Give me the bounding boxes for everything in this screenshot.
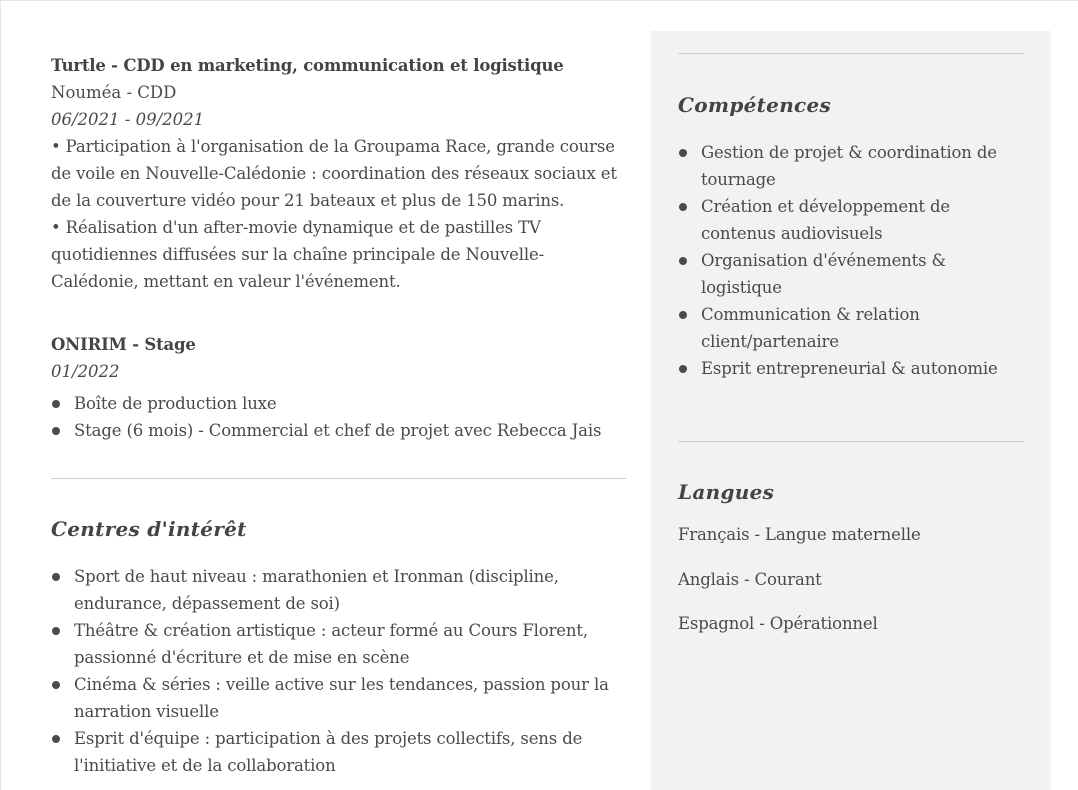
sidebar-content bbox=[678, 31, 1024, 637]
section-title: Langues bbox=[678, 480, 775, 504]
job-bullet-list bbox=[51, 390, 626, 444]
list-item bbox=[51, 417, 626, 444]
list-item-text: Théâtre & création artistique : acteur formé au Cours Florent, passionné d'écriture et de mise en scène bbox=[74, 621, 588, 667]
section-divider bbox=[51, 478, 626, 479]
list-item bbox=[51, 671, 626, 725]
section-divider bbox=[678, 53, 1024, 54]
bullet-dot-icon bbox=[52, 627, 60, 635]
list-item-text: Organisation d'événements & logistique bbox=[701, 251, 947, 297]
language-item: Anglais - Courant bbox=[678, 570, 822, 589]
bullet-dot-icon bbox=[679, 311, 687, 319]
list-item bbox=[51, 617, 626, 671]
languages-list bbox=[678, 521, 1024, 637]
list-item bbox=[678, 247, 1024, 301]
list-item bbox=[51, 725, 626, 779]
list-item-text: Boîte de production luxe bbox=[74, 394, 277, 413]
job-description-line: • Réalisation d'un after-movie dynamique et de pastilles TV quotidiennes diffusées sur la chaîne principale de Nouvelle-Calédonie, mettant en valeur l'événement. bbox=[51, 218, 545, 291]
list-item-text: Stage (6 mois) - Commercial et chef de projet avec Rebecca Jais bbox=[74, 421, 602, 440]
list-item-text: Sport de haut niveau : marathonien et Ironman (discipline, endurance, dépassement de soi) bbox=[74, 567, 559, 613]
bullet-dot-icon bbox=[679, 149, 687, 157]
page-top-border bbox=[0, 0, 1078, 1]
list-item-text: Esprit entrepreneurial & autonomie bbox=[701, 359, 998, 378]
languages-section bbox=[678, 480, 1024, 637]
bullet-dot-icon bbox=[679, 365, 687, 373]
list-item-text: Communication & relation client/partenaire bbox=[701, 305, 920, 351]
bullet-dot-icon bbox=[679, 203, 687, 211]
language-item: Français - Langue maternelle bbox=[678, 525, 921, 544]
job-location: Nouméa - CDD bbox=[51, 83, 177, 102]
section-title: Compétences bbox=[678, 93, 832, 117]
list-item bbox=[678, 301, 1024, 355]
list-item bbox=[678, 193, 1024, 247]
language-item: Espagnol - Opérationnel bbox=[678, 614, 878, 633]
section-title: Centres d'intérêt bbox=[51, 517, 247, 541]
bullet-dot-icon bbox=[52, 400, 60, 408]
list-item-text: Création et développement de contenus audiovisuels bbox=[701, 197, 951, 243]
job-title: Turtle - CDD en marketing, communication et logistique bbox=[51, 56, 564, 75]
skills-list bbox=[678, 139, 1024, 382]
list-item bbox=[678, 139, 1024, 193]
list-item-text: Cinéma & séries : veille active sur les tendances, passion pour la narration visuelle bbox=[74, 675, 609, 721]
job-title: ONIRIM - Stage bbox=[51, 335, 196, 354]
experience-entry-onirim bbox=[51, 331, 626, 444]
section-divider bbox=[678, 441, 1024, 442]
bullet-dot-icon bbox=[52, 735, 60, 743]
bullet-dot-icon bbox=[52, 427, 60, 435]
bullet-dot-icon bbox=[52, 681, 60, 689]
bullet-dot-icon bbox=[52, 573, 60, 581]
list-item bbox=[51, 563, 626, 617]
list-item bbox=[51, 390, 626, 417]
interests-list bbox=[51, 563, 626, 779]
skills-section bbox=[678, 93, 1024, 382]
job-dates: 01/2022 bbox=[51, 362, 120, 381]
list-item-text: Gestion de projet & coordination de tournage bbox=[701, 143, 997, 189]
sidebar bbox=[651, 31, 1051, 790]
page-left-border bbox=[0, 0, 1, 790]
job-description-line: • Participation à l'organisation de la Groupama Race, grande course de voile en Nouvelle-Calédonie : coordination des réseaux sociaux et de la couverture vidéo pour 21 bateaux et plus de 150 marins. bbox=[51, 137, 617, 210]
list-item-text: Esprit d'équipe : participation à des projets collectifs, sens de l'initiative et de la collaboration bbox=[74, 729, 583, 775]
interests-section bbox=[51, 517, 626, 779]
list-item bbox=[678, 355, 1024, 382]
main-column bbox=[51, 52, 626, 779]
experience-entry-turtle bbox=[51, 52, 626, 295]
job-dates: 06/2021 - 09/2021 bbox=[51, 110, 205, 129]
bullet-dot-icon bbox=[679, 257, 687, 265]
